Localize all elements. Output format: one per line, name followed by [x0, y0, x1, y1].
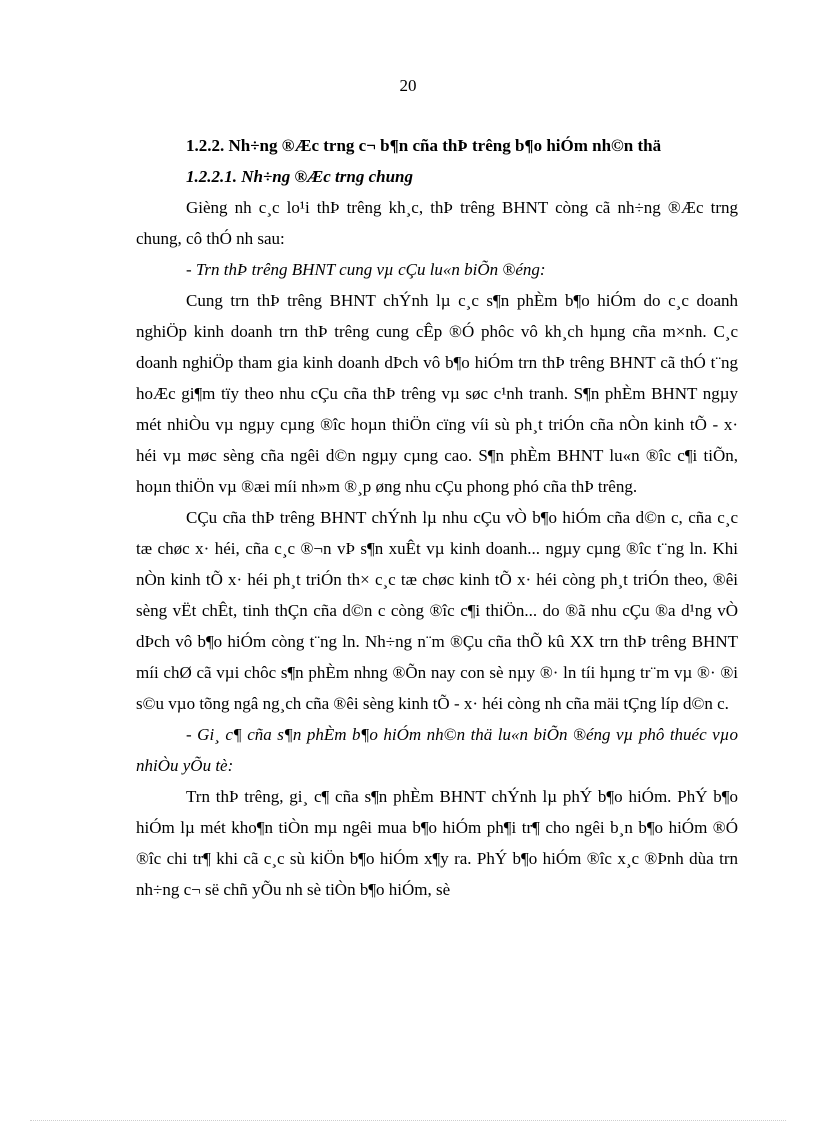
page-number: 20	[399, 76, 417, 95]
paragraph: Cung trn thÞ trêng BHNT chÝnh lµ c¸c s¶n phÈm b¶o hiÓm do c¸c doanh nghiÖp kinh doanh trn thÞ trêng cung cÊp ®Ó phôc vô kh¸ch hµng cña m×nh. C¸c doanh nghiÖp tham gia kinh doanh dÞch vô b¶o hiÓm trn thÞ trêng BHNT cã thÓ t¨ng hoÆc gi¶m tïy theo nhu cÇu cña thÞ trêng vµ søc c¹nh tranh. S¶n phÈm BHNT ngµy mét nhiÒu vµ ngµy cµng ®îc hoµn thiÖn cïng víi sù ph¸t triÓn cña nÒn kinh tÕ - x· héi vµ møc sèng cña ngêi d©n ngµy cµng cao. S¶n phÈm BHNT lu«n ®îc c¶i tiÕn, hoµn thiÖn vµ ®æi míi nh»m ®¸p øng nhu cÇu phong phó cña thÞ trêng.	[136, 291, 738, 496]
subsection-heading: 1.2.2.1. Nh÷ng ®Æc trng chung	[186, 167, 414, 186]
section-heading: 1.2.2. Nh÷ng ®Æc trng c¬ b¶n cña thÞ trêng b¶o hiÓm nh©n thä	[186, 136, 662, 155]
paragraph: Trn thÞ trêng, gi¸ c¶ cña s¶n phÈm BHNT chÝnh lµ phÝ b¶o hiÓm. PhÝ b¶o hiÓm lµ mét kho¶n tiÒn mµ ngêi mua b¶o hiÓm ph¶i tr¶ cho ngêi b¸n b¶o hiÓm ®Ó ®îc chi tr¶ khi cã c¸c sù kiÖn b¶o hiÓm x¶y ra. PhÝ b¶o hiÓm ®îc x¸c ®Þnh dùa trn nh÷ng c¬ së chñ yÕu nh sè tiÒn b¶o hiÓm, sè	[136, 787, 738, 899]
italic-point: - Gi¸ c¶ cña s¶n phÈm b¶o hiÓm nh©n thä lu«n biÕn ®éng vµ phô thuéc vµo nhiÒu yÕu tè:	[136, 725, 738, 775]
paragraph: Gièng nh c¸c lo¹i thÞ trêng kh¸c, thÞ trêng BHNT còng cã nh÷ng ®Æc trng chung, cô thÓ nh sau:	[136, 198, 738, 248]
page-bottom-divider	[30, 1120, 786, 1121]
italic-point: - Trn thÞ trêng BHNT cung vµ cÇu lu«n biÕn ®éng:	[186, 260, 546, 279]
document-body	[136, 130, 738, 905]
paragraph: CÇu cña thÞ trêng BHNT chÝnh lµ nhu cÇu vÒ b¶o hiÓm cña d©n c, cña c¸c tæ chøc x· héi, cña c¸c ®¬n vÞ s¶n xuÊt vµ kinh doanh... ngµy cµng ®îc t¨ng ln. Khi nÒn kinh tÕ x· héi ph¸t triÓn th× c¸c tæ chøc kinh tÕ x· héi còng ph¸t triÓn theo, ®êi sèng vËt chÊt, tinh thÇn cña d©n c còng ®îc c¶i thiÖn... do ®ã nhu cÇu ®a d¹ng vÒ dÞch vô b¶o hiÓm còng t¨ng ln. Nh÷ng n¨m ®Çu cña thÕ kû XX trn thÞ trêng BHNT míi chØ cã vµi chôc s¶n phÈm nhng ®Õn nay con sè nµy ®· ln tíi hµng tr¨m vµ ®· ®i s©u vµo tõng ngâ ng¸ch cña ®êi sèng kinh tÕ - x· héi còng nh cña mäi tÇng líp d©n c.	[136, 508, 738, 713]
